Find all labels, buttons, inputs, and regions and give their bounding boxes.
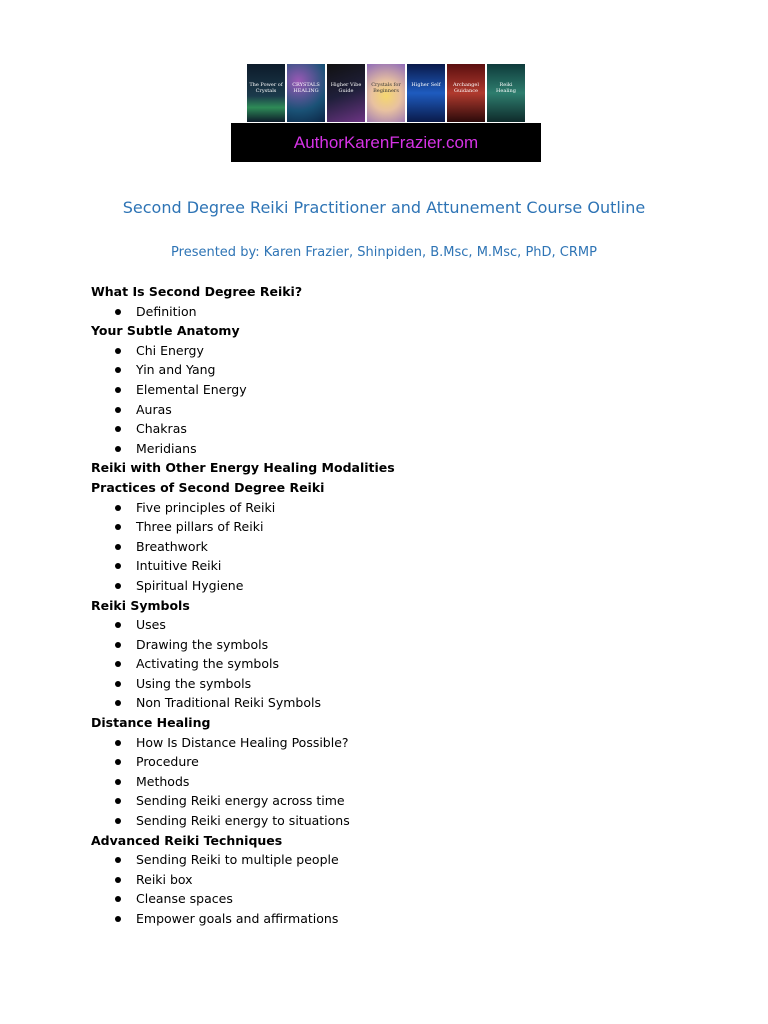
list-item-text: Definition bbox=[136, 303, 197, 319]
section-heading: Reiki Symbols bbox=[91, 597, 190, 613]
book-covers-strip bbox=[247, 64, 525, 122]
list-item-text: Intuitive Reiki bbox=[136, 558, 222, 574]
list-item-text: Activating the symbols bbox=[136, 656, 279, 672]
bullet-list bbox=[91, 498, 691, 596]
list-item bbox=[91, 302, 691, 322]
bullet-icon bbox=[115, 407, 121, 413]
list-item bbox=[91, 733, 691, 753]
list-item-text: Cleanse spaces bbox=[136, 891, 233, 907]
list-item-text: Spiritual Hygiene bbox=[136, 577, 244, 593]
list-item bbox=[91, 439, 691, 459]
book-cover-image bbox=[407, 64, 445, 122]
list-item bbox=[91, 635, 691, 655]
bullet-icon bbox=[115, 309, 121, 315]
list-item-text: Using the symbols bbox=[136, 675, 252, 691]
bullet-icon bbox=[115, 367, 121, 373]
list-item-text: Non Traditional Reiki Symbols bbox=[136, 695, 321, 711]
bullet-icon bbox=[115, 583, 121, 589]
list-item-text: Chi Energy bbox=[136, 342, 204, 358]
book-cover-title: CRYSTALS HEALING bbox=[292, 82, 320, 94]
list-item-text: Sending Reiki energy across time bbox=[136, 793, 345, 809]
book-cover-image bbox=[287, 64, 325, 122]
list-item bbox=[91, 791, 691, 811]
section-heading: Your Subtle Anatomy bbox=[91, 323, 240, 339]
book-cover-image bbox=[367, 64, 405, 122]
list-item-text: Methods bbox=[136, 773, 190, 789]
bullet-icon bbox=[115, 563, 121, 569]
list-item bbox=[91, 400, 691, 420]
list-item bbox=[91, 537, 691, 557]
book-cover-image bbox=[487, 64, 525, 122]
list-item bbox=[91, 517, 691, 537]
bullet-icon bbox=[115, 681, 121, 687]
bullet-icon bbox=[115, 524, 121, 530]
bullet-icon bbox=[115, 446, 121, 452]
book-cover-image bbox=[447, 64, 485, 122]
bullet-icon bbox=[115, 348, 121, 354]
section-heading: Advanced Reiki Techniques bbox=[91, 832, 283, 848]
bullet-icon bbox=[115, 759, 121, 765]
list-item bbox=[91, 752, 691, 772]
presenter-line: Presented by: Karen Frazier, Shinpiden, B.Msc, M.Msc, PhD, CRMP bbox=[171, 245, 597, 260]
section-heading: Reiki with Other Energy Healing Modalities bbox=[91, 460, 395, 476]
list-item-text: Auras bbox=[136, 401, 172, 417]
section-heading: What Is Second Degree Reiki? bbox=[91, 284, 303, 299]
bullet-icon bbox=[115, 622, 121, 628]
bullet-list bbox=[91, 850, 691, 928]
list-item-text: Three pillars of Reiki bbox=[136, 519, 264, 535]
list-item-text: Five principles of Reiki bbox=[136, 499, 276, 515]
bullet-icon bbox=[115, 896, 121, 902]
website-url[interactable]: AuthorKarenFrazier.com bbox=[293, 132, 479, 152]
document-title: Second Degree Reiki Practitioner and Attunement Course Outline bbox=[122, 198, 646, 217]
list-item bbox=[91, 772, 691, 792]
list-item bbox=[91, 654, 691, 674]
list-item bbox=[91, 909, 691, 929]
list-item bbox=[91, 870, 691, 890]
list-item-text: Breathwork bbox=[136, 538, 208, 554]
list-item-text: Reiki box bbox=[136, 871, 193, 887]
list-item-text: Chakras bbox=[136, 421, 187, 437]
list-item bbox=[91, 360, 691, 380]
list-item-text: Meridians bbox=[136, 440, 197, 456]
bullet-icon bbox=[115, 818, 121, 824]
list-item bbox=[91, 380, 691, 400]
course-outline bbox=[91, 282, 691, 929]
bullet-icon bbox=[115, 779, 121, 785]
book-cover-image bbox=[327, 64, 365, 122]
bullet-icon bbox=[115, 661, 121, 667]
list-item bbox=[91, 674, 691, 694]
list-item bbox=[91, 556, 691, 576]
book-cover-title: Higher Vibe Guide bbox=[330, 82, 362, 94]
bullet-icon bbox=[115, 877, 121, 883]
list-item-text: Uses bbox=[136, 617, 166, 633]
list-item bbox=[91, 615, 691, 635]
book-cover-image bbox=[247, 64, 285, 122]
bullet-icon bbox=[115, 700, 121, 706]
bullet-list bbox=[91, 733, 691, 831]
list-item-text: Elemental Energy bbox=[136, 381, 247, 397]
bullet-icon bbox=[115, 426, 121, 432]
bullet-icon bbox=[115, 387, 121, 393]
list-item bbox=[91, 811, 691, 831]
website-banner[interactable] bbox=[231, 123, 541, 162]
list-item bbox=[91, 693, 691, 713]
bullet-list bbox=[91, 615, 691, 713]
list-item bbox=[91, 576, 691, 596]
list-item bbox=[91, 341, 691, 361]
section-heading: Practices of Second Degree Reiki bbox=[91, 479, 325, 495]
bullet-icon bbox=[115, 740, 121, 746]
list-item-text: Empower goals and affirmations bbox=[136, 911, 339, 926]
bullet-icon bbox=[115, 642, 121, 648]
list-item-text: How Is Distance Healing Possible? bbox=[136, 734, 349, 750]
bullet-icon bbox=[115, 544, 121, 550]
book-cover-title: The Power of Crystals bbox=[249, 82, 283, 94]
list-item bbox=[91, 850, 691, 870]
book-cover-title: Reiki Healing bbox=[496, 82, 516, 94]
bullet-list bbox=[91, 341, 691, 459]
section-heading: Distance Healing bbox=[91, 715, 211, 731]
list-item-text: Procedure bbox=[136, 754, 199, 770]
bullet-list bbox=[91, 302, 691, 322]
book-cover-title: Crystals for Beginners bbox=[371, 82, 401, 94]
bullet-icon bbox=[115, 798, 121, 804]
list-item-text: Sending Reiki energy to situations bbox=[136, 813, 350, 829]
list-item-text: Yin and Yang bbox=[136, 362, 216, 378]
bullet-icon bbox=[115, 505, 121, 511]
list-item-text: Sending Reiki to multiple people bbox=[136, 852, 339, 868]
list-item bbox=[91, 498, 691, 518]
list-item bbox=[91, 419, 691, 439]
bullet-icon bbox=[115, 857, 121, 863]
list-item bbox=[91, 889, 691, 909]
book-cover-title: Archangel Guidance bbox=[453, 82, 479, 94]
book-cover-title: Higher Self bbox=[411, 82, 441, 88]
bullet-icon bbox=[115, 916, 121, 922]
list-item-text: Drawing the symbols bbox=[136, 636, 269, 652]
